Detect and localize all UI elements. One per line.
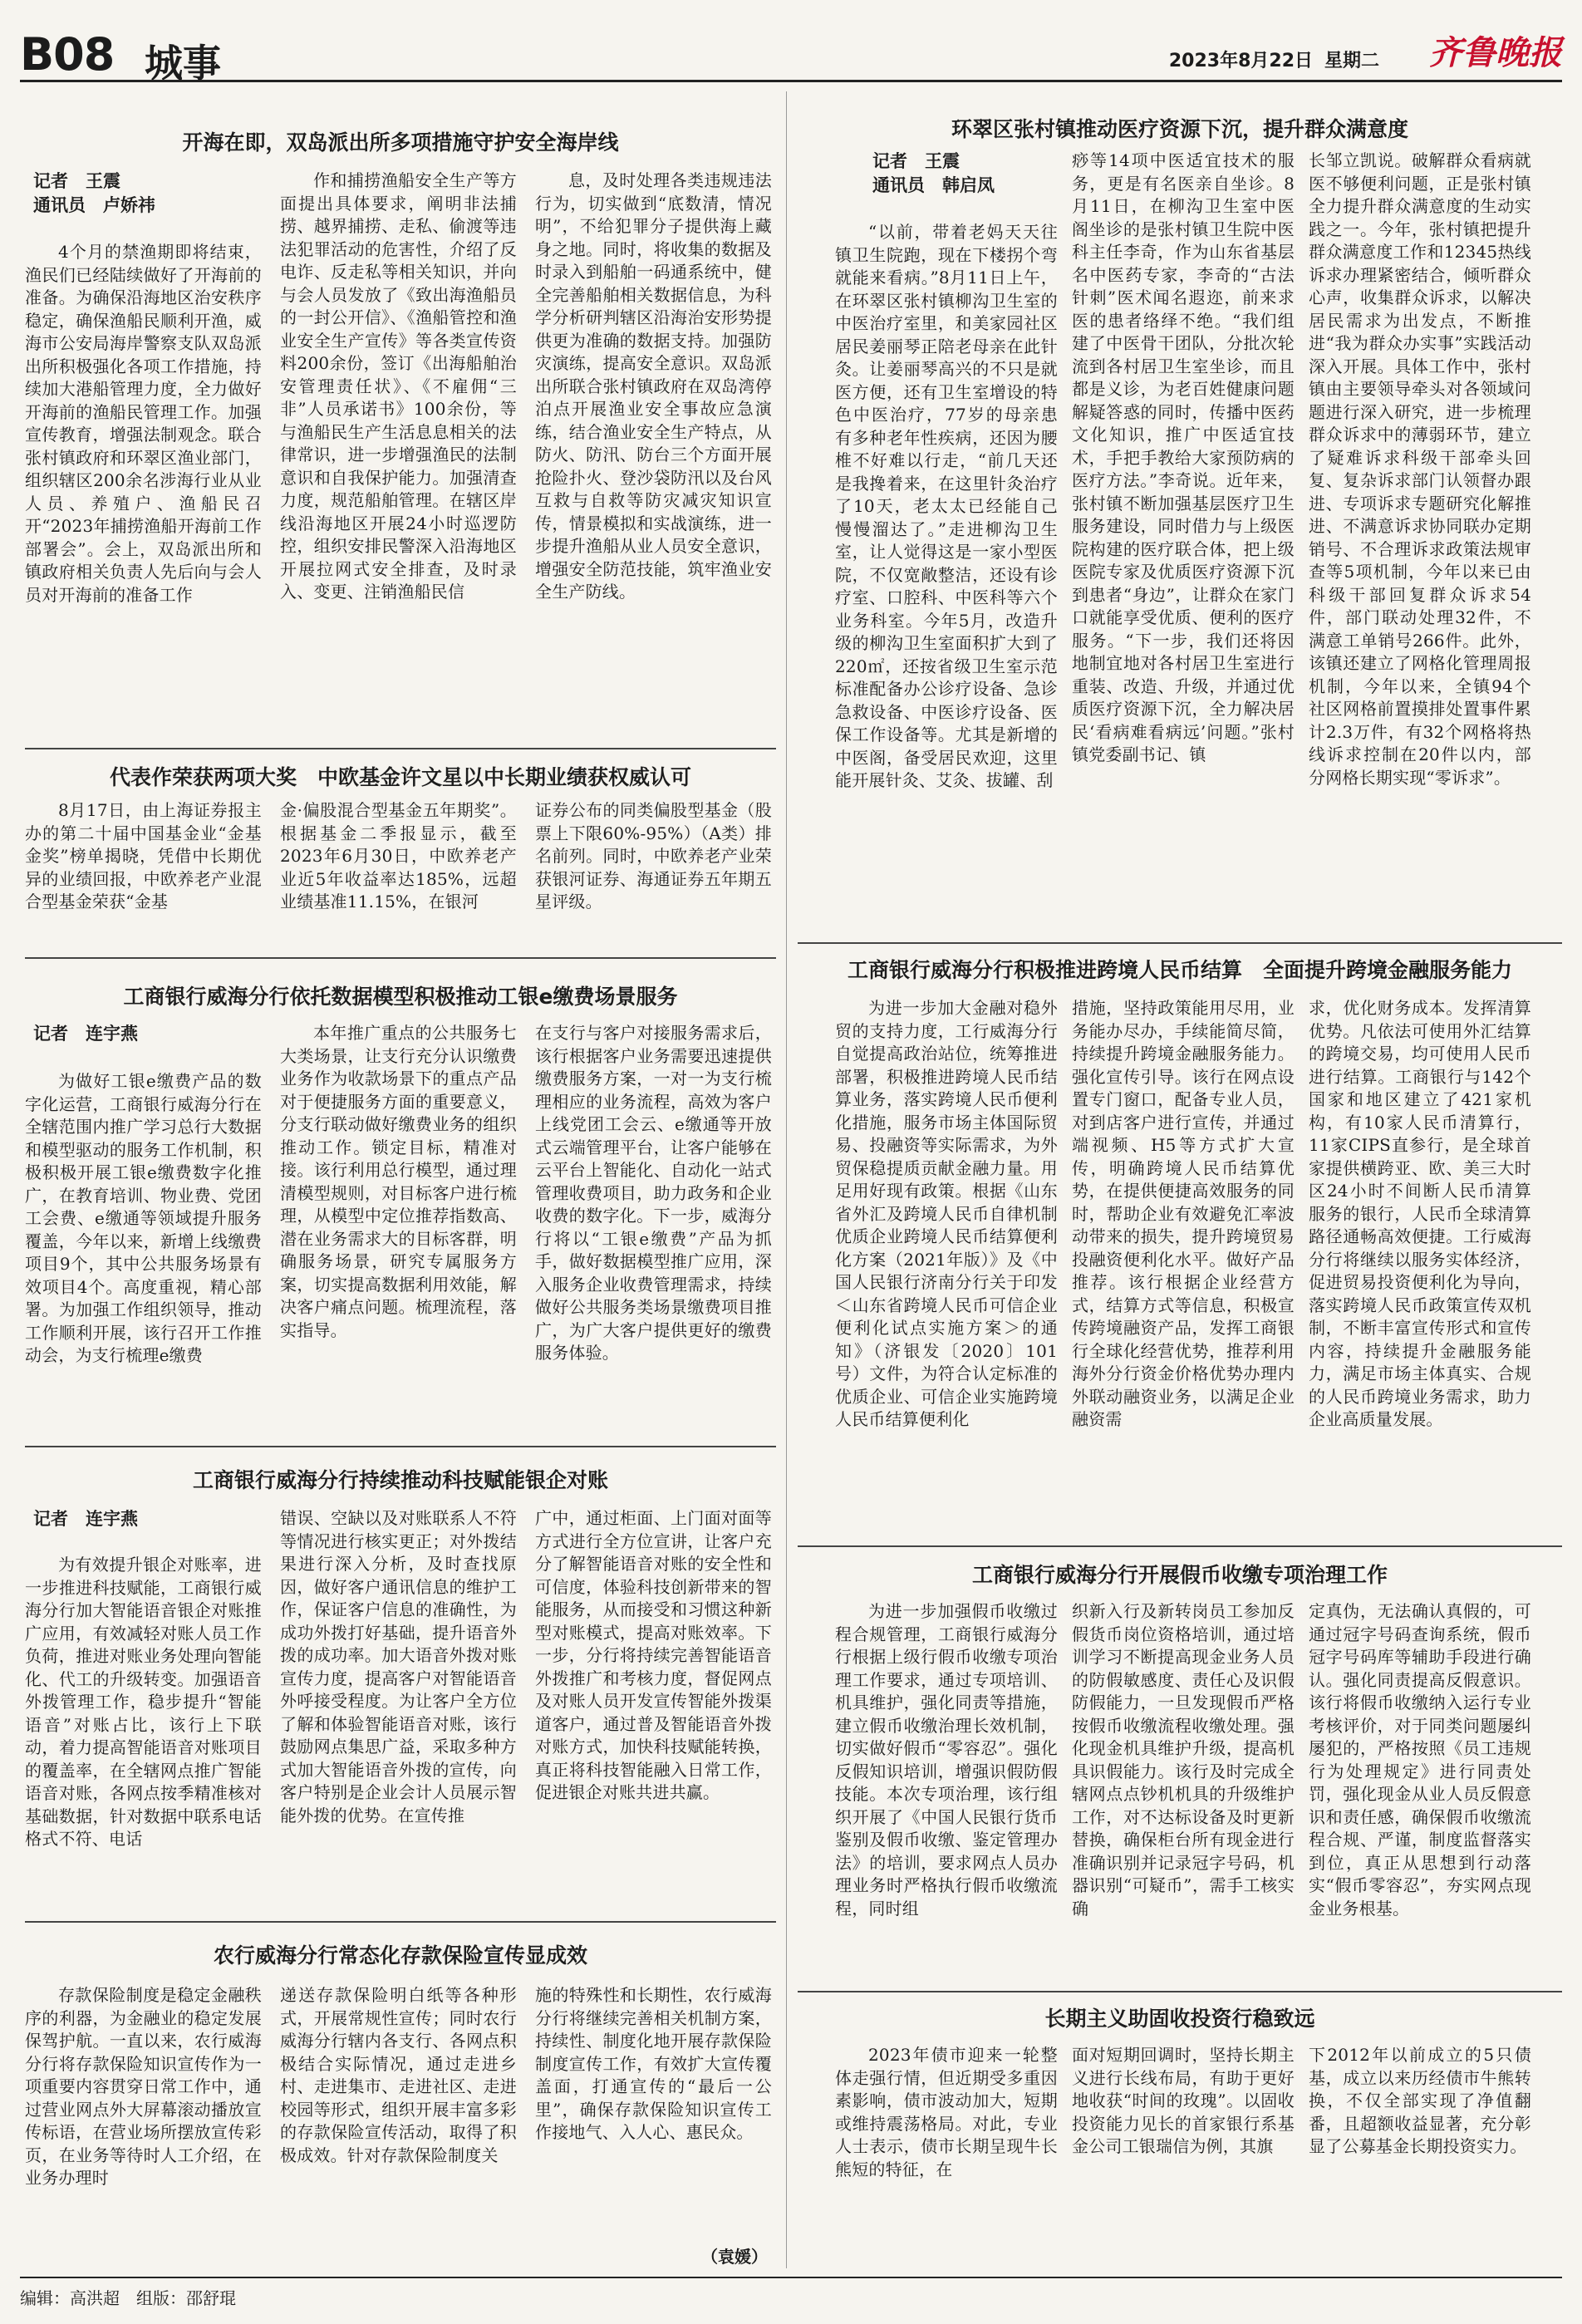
article-byline — [33, 1022, 138, 1046]
article-column: “以前，带着老妈天天往镇卫生院跑，现在下楼拐个弯就能来看病。”8月11日上午，在环翠区张村镇柳沟卫生室的中医治疗室里，和美家园社区居民姜丽琴正陪老母亲在此针灸。让姜丽琴高兴的不只是就医方便，还有卫生室增设的特色中医治疗，77岁的母亲患有多种老年性疾病，还因为腰椎不好难以行走，“前几天还是我搀着来，在这里针灸治疗了10天，老太太已经能自己慢慢溜达了。”走进柳沟卫生室，让人觉得这是一家小型医院，不仅宽敞整洁，还设有诊疗室、口腔科、中医科等六个业务科室。今年5月，改造升级的柳沟卫生室面积扩大到了220㎡，还按省级卫生室示范标准配备办公诊疗设备、急诊急救设备、中医诊疗设备、医保工作设备等。尤其是新增的中医阁，备受居民欢迎，这里能开展针灸、艾灸、拔罐、刮 — [835, 222, 1058, 790]
issue-date: 2023年8月22日 — [1168, 51, 1313, 71]
article-column: 为有效提升银企对账率，进一步推进科技赋能，工商银行威海分行加大智能语音银企对账推广应用，有效减轻对账人员工作负荷，推进对账业务处理向智能化、代工的升级转变。加强语音外拨管理工作，稳步提升“智能语音”对账占比，该行上下联动，着力提高智能语音对账项目的覆盖率，在全辖网点推广智能语音对账，各网点按季精准核对基础数据，针对数据中联系电话格式不符、电话 — [25, 1555, 262, 1849]
article-coastal-police — [25, 126, 776, 758]
article-signature: （袁媛） — [701, 2247, 768, 2267]
article-column: 8月17日，由上海证券报主办的第二十届中国基金业“金基金奖”榜单揭晓，凭借中长期优异的业绩回报，中欧养老产业混合型基金荣获“金基 — [25, 800, 262, 911]
article-column: 痧等14项中医适宜技术的服务，更是有名医亲自坐诊。8月11日，在柳沟卫生室中医阁坐诊的是张村镇卫生院中医科主任李奇，作为山东省基层名中医药专家，李奇的“古法针刺”医术闻名遐迩，前来求医的患者络绎不绝。“我们组建了中医骨干团队，分批次轮流到各村居卫生室坐诊，而且都是义诊，为老百姓健康问题解疑答惑的同时，传播中医药文化知识，推广中医适宜技术，手把手教给大家预防病的医疗方法。”李奇说。近年来，张村镇不断加强基层医疗卫生服务建设，同时借力与上级医院构建的医疗联合体，把上级医院专家及优质医疗资源下沉到患者“身边”，让群众在家门口就能享受优质、便利的医疗服务。“下一步，我们还将因地制宜地对各村居卫生室进行重装、改造、升级，并通过优质医疗资源下沉，全力解决居民‘看病难看病远’问题。”张村镇党委副书记、镇 — [1072, 150, 1295, 764]
article-separator — [798, 1545, 1562, 1547]
article-title: 环翠区张村镇推动医疗资源下沉，提升群众满意度 — [951, 117, 1408, 141]
article-column: 措施，坚持政策能用尽用，业务能办尽办，手续能简尽简，持续提升跨境金融服务能力。强化宣传引导。该行在网点设置专门窗口，配备专业人员，对到店客户进行宣传，并通过端视频、H5等方式扩大宣传，明确跨境人民币结算优势，在提供便捷高效服务的同时，帮助企业有效避免汇率波动带来的损失，提升跨境贸易投融资便利化水平。做好产品推荐。该行根据企业经营方式，结算方式等信息，积极宣传跨境融资产品，发挥工商银行全球化经营优势，推荐利用海外分行资金价格优势办理内外联动融资业务，以满足企业融资需 — [1072, 998, 1295, 1429]
article-title: 长期主义助固收投资行稳致远 — [1044, 2007, 1315, 2031]
article-title: 农行威海分行常态化存款保险宣传显成效 — [213, 1943, 587, 1968]
article-column: 证券公布的同类偏股型基金（股票上下限60%-95%）（A类）排名前列。同时，中欧养老产业荣获银河证券、海通证券五年期五星评级。 — [535, 800, 772, 911]
page-number: B08 — [20, 28, 115, 81]
article-column: 在支行与客户对接服务需求后，该行根据客户业务需要迅速提供缴费服务方案，一对一为支行梳理相应的业务流程，高效为客户上线党团工会云、e缴通等开放式云端管理平台，让客户能够在云平台上智能化、自动化一站式管理收费项目，助力政务和企业收费的数字化。下一步，威海分行将以“工银e缴费”产品为抓手，做好数据模型推广应用，深入服务企业收费管理需求，持续做好公共服务类场景缴费项目推广，为广大客户提供更好的缴费服务体验。 — [535, 1023, 772, 1363]
article-icbc-cross-border — [798, 947, 1562, 1545]
article-byline — [33, 170, 155, 218]
article-title: 工商银行威海分行依托数据模型积极推动工银e缴费场景服务 — [123, 985, 678, 1009]
section-name: 城事 — [145, 41, 221, 86]
newspaper-logo: 齐鲁晚报 — [1429, 33, 1562, 72]
article-title: 代表作荣获两项大奖 中欧基金许文星以中长期业绩获权威认可 — [109, 765, 691, 789]
article-title: 工商银行威海分行开展假币收缴专项治理工作 — [971, 1563, 1388, 1587]
article-separator — [798, 1991, 1562, 1992]
article-column: 存款保险制度是稳定金融秩序的利器，为金融业的稳定发展保驾护航。一直以来，农行威海分行将存款保险知识宣传作为一项重要内容贯穿日常工作中，通过营业网点外大屏幕滚动播放宣传标语，在营业场所摆放宣传彩页，在业务等待时人工介绍，在业务办理时 — [25, 1985, 262, 2188]
byline-reporter: 记者 连宇燕 — [33, 1024, 138, 1044]
article-zhangcun-medical — [798, 105, 1562, 936]
article-title: 开海在即，双岛派出所多项措施守护安全海岸线 — [182, 130, 619, 155]
page-footer — [20, 2277, 1562, 2309]
article-column: 下2012年以前成立的5只债基，成立以来历经债市牛熊转换，不仅全部实现了净值翻番，且超额收益显著，充分彰显了公募基金长期投资实力。 — [1309, 2045, 1531, 2156]
masthead — [20, 27, 1562, 86]
article-column: 面对短期回调时，坚持长期主义进行长线布局，有助于更好地收获“时间的玫瑰”。以固收投资能力见长的首家银行系基金公司工银瑞信为例，其旗 — [1072, 2045, 1295, 2156]
article-column: 织新入行及新转岗员工参加反假货币岗位资格培训，通过培训学习不断提高现金业务人员的防假敏感度、责任心及识假防假能力，一旦发现假币严格按假币收缴流程收缴处理。强化现金机具维护升级，提高机具识假能力。该行及时完成全辖网点点钞机机具的升级维护工作，对不达标设备及时更新替换，确保柜台所有现金进行准确识别并记录冠字号码，机器识别“可疑币”，需手工核实确 — [1072, 1601, 1295, 1919]
article-column: 求，优化财务成本。发挥清算优势。凡依法可使用外汇结算的跨境交易，均可使用人民币进行结算。工商银行与142个国家和地区建立了421家机构，有10家人民币清算行，11家CIPS直参行，是全球首家提供横跨亚、欧、美三大时区24小时不间断人民币清算服务的银行，人民币全球清算路径通畅高效便捷。工行威海分行将继续以服务实体经济，促进贸易投资便利化为导向，落实跨境人民币政策宣传双机制，不断丰富宣传形式和宣传内容，持续提升金融服务能力，满足市场主体真实、合规的人民币跨境业务需求，助力企业高质量发展。 — [1309, 998, 1531, 1429]
byline-correspondent: 通讯员 韩启凤 — [872, 175, 995, 195]
byline-reporter: 记者 王震 — [33, 171, 120, 191]
article-column: 广中，通过柜面、上门面对面等方式进行全方位宣讲，让客户充分了解智能语音对账的安全性和可信度，体验科技创新带来的智能服务，从而接受和习惯这种新型对账模式，提高对账效率。下一步，分行将持续完善智能语音外拨推广和考核力度，督促网点及对账人员开发宣传智能外拨渠道客户，通过普及智能语音外拨对账方式，加快科技赋能转换，真正将科技智能融入日常工作，促进银企对账共进共赢。 — [535, 1508, 772, 1802]
article-separator — [25, 748, 776, 749]
article-fixed-income — [798, 1996, 1562, 2270]
article-column: 施的特殊性和长期性，农行威海分行将继续完善相关机制方案，持续性、制度化地开展存款保险制度宣传工作，有效扩大宣传覆盖面，打通宣传的“最后一公里”，确保存款保险知识宣传工作接地气、入人心、惠民众。 — [535, 1985, 772, 2142]
article-separator — [798, 942, 1562, 944]
byline-correspondent: 通讯员 卢娇祎 — [33, 195, 155, 215]
article-icbc-counterfeit — [798, 1550, 1562, 1991]
article-column: 金·偏股混合型基金五年期奖”。根据基金二季报显示，截至2023年6月30日，中欧养老产业近5年收益率达185%，远超业绩基准11.15%，在银河 — [280, 800, 517, 911]
byline-reporter: 记者 连宇燕 — [33, 1509, 138, 1529]
article-fund-award — [25, 758, 776, 957]
article-column: 为做好工银e缴费产品的数字化运营，工商银行威海分行在全辖范围内推广学习总行大数据和模型驱动的服务工作机制，积极积极开展工银e缴费数字化推广，在教育培训、物业费、党团工会费、e缴通等领域提升服务覆盖，今年以来，新增上线缴费项目9个，其中公共服务场景有效项目4个。高度重视，精心部署。为加强工作组织领导，推动工作顺利开展，该行召开工作推动会，为支行梳理e缴费 — [25, 1071, 262, 1365]
article-byline — [872, 150, 995, 198]
article-abc-deposit-insurance — [25, 1936, 776, 2268]
article-separator — [25, 957, 776, 959]
article-column: 错误、空缺以及对账联系人不符等情况进行核实更正；对外拨结果进行深入分析，及时查找原因，做好客户通讯信息的维护工作，保证客户信息的准确性，为成功外拨打好基础，提升语音外拨的成功率。加大语音外拨对账宣传力度，提高客户对智能语音外呼接受程度。为让客户全方位了解和体验智能语音对账，该行鼓励网点集思广益，采取多种方式加大智能语音外拨的宣传，向客户特别是企业会计人员展示智能外拨的优势。在宣传推 — [280, 1508, 517, 1825]
article-column: 2023年债市迎来一轮整体走强行情，但近期受多重因素影响，债市波动加大，短期或维持震荡格局。对此，专业人士表示，债市长期呈现牛长熊短的特征，在 — [835, 2045, 1058, 2179]
issue-weekday: 星期二 — [1324, 51, 1379, 71]
article-column: 定真伪，无法确认真假的，可通过冠字号码查询系统，假币冠字号码库等辅助手段进行确认。强化同责提高反假意识。该行将假币收缴纳入运行专业考核评价，对于同类问题屡纠屡犯的，严格按照《员工违规行为处理规定》进行同责处罚，强化现金从业人员反假意识和责任感，确保假币收缴流程合规、严谨，制度监督落实到位，真正从思想到行动落实“假币零容忍”，夯实网点现金业务根基。 — [1309, 1601, 1531, 1919]
article-separator — [25, 1446, 776, 1447]
article-column: 作和捕捞渔船安全生产等方面提出具体要求，阐明非法捕捞、越界捕捞、走私、偷渡等违法犯罪活动的危害性，介绍了反电诈、反走私等相关知识，并向与会人员发放了《致出海渔船员的一封公开信》、《渔船管控和渔业安全生产宣传》等各类宣传资料200余份，签订《出海船舶治安管理责任状》、《不雇佣“三非”人员承诺书》100余份，等与渔船民生产生活息息相关的法律常识，进一步增强渔民的法制意识和自我保护能力。加强清查力度，规范船舶管理。在辖区岸线沿海地区开展24小时巡逻防控，组织安排民警深入沿海地区开展拉网式安全排查，及时录入、变更、注销渔船民信 — [280, 170, 517, 602]
article-column: 长邹立凯说。破解群众看病就医不够便利问题，正是张村镇全力提升群众满意度的生动实践之一。今年，张村镇把提升群众满意度工作和12345热线诉求办理紧密结合，倾听群众心声，收集群众诉求，以解决居民需求为出发点，不断推进“我为群众办实事”实践活动深入开展。具体工作中，张村镇由主要领导牵头对各领域问题进行深入研究，进一步梳理群众诉求中的薄弱环节，建立了疑难诉求科级干部牵头回复、复杂诉求部门认领督办跟进、专项诉求专题研究化解推进、不满意诉求协同联办定期销号、不合理诉求政策法规审查等5项机制，今年以来已由科级干部回复群众诉求54件，部门联动处理32件，不满意工单销号266件。此外，该镇还建立了网格化管理周报机制，今年以来，全镇94个社区网格前置摸排处置事件累计2.3万件，有32个网格将热线诉求控制在20件以内，部分网格长期实现“零诉求”。 — [1309, 150, 1531, 788]
article-icbc-epay — [25, 972, 776, 1446]
article-column: 息，及时处理各类违规违法行为，切实做到“底数清，情况明”，不给犯罪分子提供海上藏身之地。同时，将收集的数据及时录入到船舶一码通系统中，健全完善船舶相关数据信息，为科学分析研判辖区沿海治安形势提供更为准确的数据支持。加强防灾演练，提高安全意识。双岛派出所联合张村镇政府在双岛湾停泊点开展渔业安全事故应急演练，结合渔业安全生产特点，从防火、防汛、防台三个方面开展抢险扑火、登沙袋防汛以及台风互救与自救等防灾减灾知识宣传，情景模拟和实战演练，进一步提升渔船从业人员安全意识，增强安全防范技能，筑牢渔业安全生产防线。 — [535, 170, 772, 602]
article-title: 工商银行威海分行积极推进跨境人民币结算 全面提升跨境金融服务能力 — [847, 958, 1512, 982]
article-column: 为进一步加强假币收缴过程合规管理，工商银行威海分行根据上级行假币收缴专项治理工作要求，通过专项培训、机具维护，强化同责等措施，建立假币收缴治理长效机制，切实做好假币“零容忍”。强化反假知识培训，增强识假防假技能。本次专项治理，该行组织开展了《中国人民银行货币鉴别及假币收缴、鉴定管理办法》的培训，要求网点人员办理业务时严格执行假币收缴流程，同时组 — [835, 1601, 1058, 1919]
article-column: 递送存款保险明白纸等各种形式，开展常规性宣传；同时农行威海分行辖内各支行、各网点积极结合实际情况，通过走进乡村、走进集市、走进社区、走进校园等形式，组织开展丰富多彩的存款保险宣传活动，取得了积极成效。针对存款保险制度关 — [280, 1985, 517, 2165]
article-separator — [25, 1921, 776, 1923]
editor-credits: 编辑：高洪超 组版：邵舒琨 — [20, 2288, 236, 2308]
article-column: 本年推广重点的公共服务七大类场景，让支行充分认识缴费业务作为收款场景下的重点产品对于便捷服务方面的重要意义，分支行联动做好缴费业务的组织推动工作。锁定目标，精准对接。该行利用总行模型，通过理清模型规则，对目标客户进行梳理，从模型中定位推荐指数高、潜在业务需求大的目标客群，明确服务场景，研究专属服务方案，切实提高数据利用效能，解决客户痛点问题。梳理流程，落实指导。 — [280, 1023, 517, 1340]
page-column-divider — [786, 91, 787, 2268]
article-column: 4个月的禁渔期即将结束，渔民们已经陆续做好了开海前的准备。为确保沿海地区治安秩序稳定，确保渔船民顺利开渔，威海市公安局海岸警察支队双岛派出所积极强化各项工作措施，持续加大港船管理力度，全力做好开海前的渔船民管理工作。加强宣传教育，增强法制观念。联合张村镇政府和环翠区渔业部门，组织辖区200余名涉海行业从业人员、养殖户、渔船民召开“2023年捕捞渔船开海前工作部署会”。会上，双岛派出所和镇政府相关负责人先后向与会人员对开海前的准备工作 — [25, 242, 262, 605]
article-icbc-reconciliation — [25, 1456, 776, 1921]
article-column: 为进一步加大金融对稳外贸的支持力度，工行威海分行自觉提高政治站位，统筹推进部署，积极推进跨境人民币结算业务，落实跨境人民币便利化措施，服务市场主体国际贸易、投融资等实际需求，为外贸保稳提质贡献金融力量。用足用好现有政策。根据《山东省外汇及跨境人民币自律机制优质企业跨境人民币结算便利化方案（2021年版）》及《中国人民银行济南分行关于印发＜山东省跨境人民币可信企业便利化试点实施方案＞的通知》（济银发〔2020〕101号）文件，为符合认定标准的优质企业、可信企业实施跨境人民币结算便利化 — [835, 998, 1058, 1429]
byline-reporter: 记者 王震 — [872, 151, 960, 171]
article-byline — [33, 1507, 138, 1531]
article-title: 工商银行威海分行持续推动科技赋能银企对账 — [192, 1468, 608, 1492]
